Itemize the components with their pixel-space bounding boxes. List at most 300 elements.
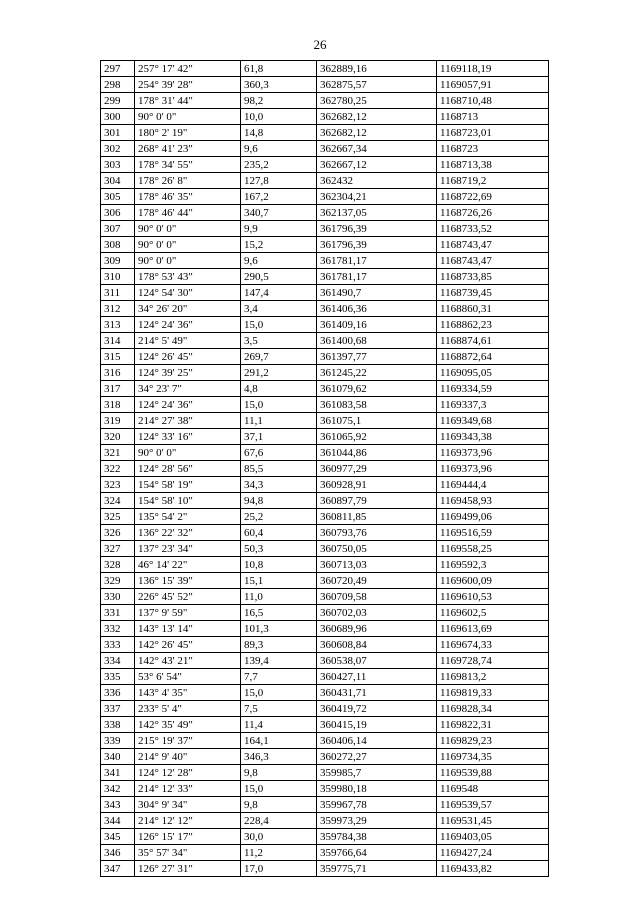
table-row xyxy=(101,669,549,685)
table-row xyxy=(101,429,549,445)
table-row xyxy=(101,493,549,509)
y-coordinate-cell: 1169728,74 xyxy=(437,653,549,669)
length-cell: 67,6 xyxy=(241,445,317,461)
direction-angle-cell: 46° 14' 22" xyxy=(135,557,241,573)
point-number-cell: 307 xyxy=(101,221,135,237)
table-row xyxy=(101,845,549,861)
point-number-cell: 297 xyxy=(101,61,135,77)
direction-angle-cell: 126° 27' 31" xyxy=(135,861,241,877)
length-cell: 235,2 xyxy=(241,157,317,173)
table-row xyxy=(101,93,549,109)
direction-angle-cell: 143° 4' 35" xyxy=(135,685,241,701)
table-row xyxy=(101,717,549,733)
y-coordinate-cell: 1168722,69 xyxy=(437,189,549,205)
direction-angle-cell: 90° 0' 0" xyxy=(135,221,241,237)
direction-angle-cell: 34° 23' 7" xyxy=(135,381,241,397)
x-coordinate-cell: 360720,49 xyxy=(317,573,437,589)
direction-angle-cell: 178° 26' 8" xyxy=(135,173,241,189)
point-number-cell: 339 xyxy=(101,733,135,749)
y-coordinate-cell: 1169057,91 xyxy=(437,77,549,93)
x-coordinate-cell: 362667,12 xyxy=(317,157,437,173)
point-number-cell: 346 xyxy=(101,845,135,861)
table-row xyxy=(101,605,549,621)
x-coordinate-cell: 362875,57 xyxy=(317,77,437,93)
direction-angle-cell: 304° 9' 34" xyxy=(135,797,241,813)
point-number-cell: 340 xyxy=(101,749,135,765)
y-coordinate-cell: 1168860,31 xyxy=(437,301,549,317)
direction-angle-cell: 137° 23' 34" xyxy=(135,541,241,557)
y-coordinate-cell: 1169337,3 xyxy=(437,397,549,413)
y-coordinate-cell: 1169828,34 xyxy=(437,701,549,717)
direction-angle-cell: 214° 12' 33" xyxy=(135,781,241,797)
direction-angle-cell: 136° 22' 32" xyxy=(135,525,241,541)
x-coordinate-cell: 361083,58 xyxy=(317,397,437,413)
x-coordinate-cell: 360750,05 xyxy=(317,541,437,557)
length-cell: 30,0 xyxy=(241,829,317,845)
direction-angle-cell: 34° 26' 20" xyxy=(135,301,241,317)
table-row xyxy=(101,637,549,653)
x-coordinate-cell: 361065,92 xyxy=(317,429,437,445)
point-number-cell: 336 xyxy=(101,685,135,701)
y-coordinate-cell: 1169403,05 xyxy=(437,829,549,845)
direction-angle-cell: 35° 57' 34" xyxy=(135,845,241,861)
x-coordinate-cell: 361796,39 xyxy=(317,221,437,237)
direction-angle-cell: 126° 15' 17" xyxy=(135,829,241,845)
table-row xyxy=(101,221,549,237)
length-cell: 3,5 xyxy=(241,333,317,349)
direction-angle-cell: 90° 0' 0" xyxy=(135,445,241,461)
point-number-cell: 313 xyxy=(101,317,135,333)
y-coordinate-cell: 1169458,93 xyxy=(437,493,549,509)
x-coordinate-cell: 361781,17 xyxy=(317,269,437,285)
coordinates-table-body xyxy=(101,61,549,877)
x-coordinate-cell: 359784,38 xyxy=(317,829,437,845)
length-cell: 291,2 xyxy=(241,365,317,381)
point-number-cell: 300 xyxy=(101,109,135,125)
length-cell: 346,3 xyxy=(241,749,317,765)
page-number: 26 xyxy=(313,37,327,52)
y-coordinate-cell: 1168733,85 xyxy=(437,269,549,285)
point-number-cell: 342 xyxy=(101,781,135,797)
direction-angle-cell: 124° 28' 56" xyxy=(135,461,241,477)
table-row xyxy=(101,189,549,205)
direction-angle-cell: 257° 17' 42" xyxy=(135,61,241,77)
table-row xyxy=(101,61,549,77)
y-coordinate-cell: 1169734,35 xyxy=(437,749,549,765)
point-number-cell: 304 xyxy=(101,173,135,189)
point-number-cell: 331 xyxy=(101,605,135,621)
table-row xyxy=(101,701,549,717)
length-cell: 61,8 xyxy=(241,61,317,77)
table-row xyxy=(101,397,549,413)
length-cell: 15,0 xyxy=(241,397,317,413)
y-coordinate-cell: 1169610,53 xyxy=(437,589,549,605)
length-cell: 360,3 xyxy=(241,77,317,93)
table-row xyxy=(101,797,549,813)
table-row xyxy=(101,125,549,141)
length-cell: 85,5 xyxy=(241,461,317,477)
length-cell: 139,4 xyxy=(241,653,317,669)
table-row xyxy=(101,173,549,189)
point-number-cell: 326 xyxy=(101,525,135,541)
point-number-cell: 322 xyxy=(101,461,135,477)
table-row xyxy=(101,813,549,829)
table-row xyxy=(101,861,549,877)
length-cell: 11,0 xyxy=(241,589,317,605)
point-number-cell: 319 xyxy=(101,413,135,429)
direction-angle-cell: 124° 24' 36" xyxy=(135,317,241,333)
x-coordinate-cell: 361075,1 xyxy=(317,413,437,429)
x-coordinate-cell: 359973,29 xyxy=(317,813,437,829)
table-row xyxy=(101,685,549,701)
point-number-cell: 335 xyxy=(101,669,135,685)
point-number-cell: 347 xyxy=(101,861,135,877)
table-row xyxy=(101,445,549,461)
direction-angle-cell: 90° 0' 0" xyxy=(135,253,241,269)
length-cell: 34,3 xyxy=(241,477,317,493)
length-cell: 89,3 xyxy=(241,637,317,653)
y-coordinate-cell: 1169095,05 xyxy=(437,365,549,381)
y-coordinate-cell: 1168726,26 xyxy=(437,205,549,221)
direction-angle-cell: 124° 12' 28" xyxy=(135,765,241,781)
direction-angle-cell: 214° 27' 38" xyxy=(135,413,241,429)
length-cell: 25,2 xyxy=(241,509,317,525)
table-row xyxy=(101,509,549,525)
x-coordinate-cell: 359775,71 xyxy=(317,861,437,877)
table-row xyxy=(101,765,549,781)
x-coordinate-cell: 361781,17 xyxy=(317,253,437,269)
direction-angle-cell: 136° 15' 39" xyxy=(135,573,241,589)
direction-angle-cell: 124° 33' 16" xyxy=(135,429,241,445)
point-number-cell: 337 xyxy=(101,701,135,717)
x-coordinate-cell: 359766,64 xyxy=(317,845,437,861)
point-number-cell: 321 xyxy=(101,445,135,461)
x-coordinate-cell: 359985,7 xyxy=(317,765,437,781)
y-coordinate-cell: 1168723 xyxy=(437,141,549,157)
direction-angle-cell: 143° 13' 14" xyxy=(135,621,241,637)
point-number-cell: 317 xyxy=(101,381,135,397)
direction-angle-cell: 180° 2' 19" xyxy=(135,125,241,141)
x-coordinate-cell: 361397,77 xyxy=(317,349,437,365)
direction-angle-cell: 214° 12' 12" xyxy=(135,813,241,829)
point-number-cell: 306 xyxy=(101,205,135,221)
y-coordinate-cell: 1168872,64 xyxy=(437,349,549,365)
x-coordinate-cell: 361245,22 xyxy=(317,365,437,381)
x-coordinate-cell: 360431,71 xyxy=(317,685,437,701)
x-coordinate-cell: 361079,62 xyxy=(317,381,437,397)
x-coordinate-cell: 360538,07 xyxy=(317,653,437,669)
x-coordinate-cell: 360811,85 xyxy=(317,509,437,525)
length-cell: 14,8 xyxy=(241,125,317,141)
length-cell: 9,8 xyxy=(241,765,317,781)
direction-angle-cell: 214° 9' 40" xyxy=(135,749,241,765)
table-row xyxy=(101,205,549,221)
table-row xyxy=(101,781,549,797)
direction-angle-cell: 215° 19' 37" xyxy=(135,733,241,749)
point-number-cell: 299 xyxy=(101,93,135,109)
table-row xyxy=(101,381,549,397)
length-cell: 11,4 xyxy=(241,717,317,733)
direction-angle-cell: 142° 26' 45" xyxy=(135,637,241,653)
x-coordinate-cell: 362304,21 xyxy=(317,189,437,205)
point-number-cell: 315 xyxy=(101,349,135,365)
direction-angle-cell: 137° 9' 59" xyxy=(135,605,241,621)
y-coordinate-cell: 1169531,45 xyxy=(437,813,549,829)
x-coordinate-cell: 360977,29 xyxy=(317,461,437,477)
length-cell: 290,5 xyxy=(241,269,317,285)
length-cell: 167,2 xyxy=(241,189,317,205)
point-number-cell: 334 xyxy=(101,653,135,669)
x-coordinate-cell: 360427,11 xyxy=(317,669,437,685)
x-coordinate-cell: 362682,12 xyxy=(317,125,437,141)
direction-angle-cell: 53° 6' 54" xyxy=(135,669,241,685)
x-coordinate-cell: 359967,78 xyxy=(317,797,437,813)
table-row xyxy=(101,285,549,301)
length-cell: 164,1 xyxy=(241,733,317,749)
table-row xyxy=(101,525,549,541)
point-number-cell: 328 xyxy=(101,557,135,573)
y-coordinate-cell: 1169613,69 xyxy=(437,621,549,637)
table-row xyxy=(101,621,549,637)
x-coordinate-cell: 359980,18 xyxy=(317,781,437,797)
table-row xyxy=(101,333,549,349)
point-number-cell: 345 xyxy=(101,829,135,845)
y-coordinate-cell: 1169822,31 xyxy=(437,717,549,733)
y-coordinate-cell: 1168719,2 xyxy=(437,173,549,189)
y-coordinate-cell: 1168713 xyxy=(437,109,549,125)
x-coordinate-cell: 362432 xyxy=(317,173,437,189)
y-coordinate-cell: 1169373,96 xyxy=(437,461,549,477)
point-number-cell: 301 xyxy=(101,125,135,141)
length-cell: 98,2 xyxy=(241,93,317,109)
table-row xyxy=(101,269,549,285)
length-cell: 50,3 xyxy=(241,541,317,557)
y-coordinate-cell: 1169427,24 xyxy=(437,845,549,861)
point-number-cell: 318 xyxy=(101,397,135,413)
y-coordinate-cell: 1168743,47 xyxy=(437,253,549,269)
direction-angle-cell: 154° 58' 10" xyxy=(135,493,241,509)
point-number-cell: 312 xyxy=(101,301,135,317)
y-coordinate-cell: 1169539,88 xyxy=(437,765,549,781)
table-row xyxy=(101,301,549,317)
direction-angle-cell: 178° 46' 44" xyxy=(135,205,241,221)
direction-angle-cell: 142° 43' 21" xyxy=(135,653,241,669)
direction-angle-cell: 178° 31' 44" xyxy=(135,93,241,109)
point-number-cell: 329 xyxy=(101,573,135,589)
length-cell: 15,0 xyxy=(241,781,317,797)
table-row xyxy=(101,237,549,253)
table-row xyxy=(101,157,549,173)
y-coordinate-cell: 1169592,3 xyxy=(437,557,549,573)
point-number-cell: 333 xyxy=(101,637,135,653)
x-coordinate-cell: 360713,03 xyxy=(317,557,437,573)
x-coordinate-cell: 360702,03 xyxy=(317,605,437,621)
table-row xyxy=(101,141,549,157)
length-cell: 15,1 xyxy=(241,573,317,589)
x-coordinate-cell: 360608,84 xyxy=(317,637,437,653)
table-row xyxy=(101,573,549,589)
length-cell: 60,4 xyxy=(241,525,317,541)
point-number-cell: 324 xyxy=(101,493,135,509)
direction-angle-cell: 124° 24' 36" xyxy=(135,397,241,413)
point-number-cell: 332 xyxy=(101,621,135,637)
length-cell: 9,8 xyxy=(241,797,317,813)
point-number-cell: 316 xyxy=(101,365,135,381)
y-coordinate-cell: 1169548 xyxy=(437,781,549,797)
length-cell: 7,5 xyxy=(241,701,317,717)
table-row xyxy=(101,749,549,765)
length-cell: 15,0 xyxy=(241,317,317,333)
point-number-cell: 323 xyxy=(101,477,135,493)
length-cell: 9,6 xyxy=(241,253,317,269)
length-cell: 37,1 xyxy=(241,429,317,445)
point-number-cell: 308 xyxy=(101,237,135,253)
x-coordinate-cell: 360689,96 xyxy=(317,621,437,637)
point-number-cell: 320 xyxy=(101,429,135,445)
length-cell: 228,4 xyxy=(241,813,317,829)
x-coordinate-cell: 360928,91 xyxy=(317,477,437,493)
table-row xyxy=(101,109,549,125)
x-coordinate-cell: 361400,68 xyxy=(317,333,437,349)
x-coordinate-cell: 360419,72 xyxy=(317,701,437,717)
direction-angle-cell: 178° 46' 35" xyxy=(135,189,241,205)
point-number-cell: 338 xyxy=(101,717,135,733)
direction-angle-cell: 124° 26' 45" xyxy=(135,349,241,365)
direction-angle-cell: 178° 34' 55" xyxy=(135,157,241,173)
direction-angle-cell: 154° 58' 19" xyxy=(135,477,241,493)
point-number-cell: 314 xyxy=(101,333,135,349)
y-coordinate-cell: 1169819,33 xyxy=(437,685,549,701)
y-coordinate-cell: 1169600,09 xyxy=(437,573,549,589)
y-coordinate-cell: 1169602,5 xyxy=(437,605,549,621)
y-coordinate-cell: 1169499,06 xyxy=(437,509,549,525)
point-number-cell: 309 xyxy=(101,253,135,269)
x-coordinate-cell: 362889,16 xyxy=(317,61,437,77)
point-number-cell: 327 xyxy=(101,541,135,557)
y-coordinate-cell: 1169829,23 xyxy=(437,733,549,749)
y-coordinate-cell: 1168874,61 xyxy=(437,333,549,349)
table-row xyxy=(101,253,549,269)
table-row xyxy=(101,477,549,493)
x-coordinate-cell: 360793,76 xyxy=(317,525,437,541)
direction-angle-cell: 268° 41' 23" xyxy=(135,141,241,157)
table-row xyxy=(101,733,549,749)
point-number-cell: 341 xyxy=(101,765,135,781)
x-coordinate-cell: 361044,86 xyxy=(317,445,437,461)
x-coordinate-cell: 361406,36 xyxy=(317,301,437,317)
x-coordinate-cell: 362780,25 xyxy=(317,93,437,109)
y-coordinate-cell: 1169674,33 xyxy=(437,637,549,653)
y-coordinate-cell: 1168733,52 xyxy=(437,221,549,237)
y-coordinate-cell: 1168713,38 xyxy=(437,157,549,173)
direction-angle-cell: 124° 54' 30" xyxy=(135,285,241,301)
point-number-cell: 343 xyxy=(101,797,135,813)
length-cell: 15,0 xyxy=(241,685,317,701)
y-coordinate-cell: 1169433,82 xyxy=(437,861,549,877)
length-cell: 127,8 xyxy=(241,173,317,189)
x-coordinate-cell: 360897,79 xyxy=(317,493,437,509)
y-coordinate-cell: 1169516,59 xyxy=(437,525,549,541)
length-cell: 101,3 xyxy=(241,621,317,637)
table-row xyxy=(101,541,549,557)
x-coordinate-cell: 360415,19 xyxy=(317,717,437,733)
length-cell: 11,1 xyxy=(241,413,317,429)
length-cell: 10,8 xyxy=(241,557,317,573)
point-number-cell: 302 xyxy=(101,141,135,157)
direction-angle-cell: 124° 39' 25" xyxy=(135,365,241,381)
y-coordinate-cell: 1169349,68 xyxy=(437,413,549,429)
point-number-cell: 310 xyxy=(101,269,135,285)
x-coordinate-cell: 362667,34 xyxy=(317,141,437,157)
y-coordinate-cell: 1169558,25 xyxy=(437,541,549,557)
length-cell: 3,4 xyxy=(241,301,317,317)
table-row xyxy=(101,557,549,573)
y-coordinate-cell: 1169334,59 xyxy=(437,381,549,397)
x-coordinate-cell: 360406,14 xyxy=(317,733,437,749)
y-coordinate-cell: 1169343,38 xyxy=(437,429,549,445)
length-cell: 7,7 xyxy=(241,669,317,685)
y-coordinate-cell: 1169373,96 xyxy=(437,445,549,461)
direction-angle-cell: 178° 53' 43" xyxy=(135,269,241,285)
length-cell: 11,2 xyxy=(241,845,317,861)
x-coordinate-cell: 360272,27 xyxy=(317,749,437,765)
point-number-cell: 330 xyxy=(101,589,135,605)
y-coordinate-cell: 1168743,47 xyxy=(437,237,549,253)
table-row xyxy=(101,829,549,845)
direction-angle-cell: 254° 39' 28" xyxy=(135,77,241,93)
length-cell: 9,9 xyxy=(241,221,317,237)
y-coordinate-cell: 1169813,2 xyxy=(437,669,549,685)
direction-angle-cell: 233° 5' 4" xyxy=(135,701,241,717)
coordinates-table xyxy=(100,60,549,877)
length-cell: 4,8 xyxy=(241,381,317,397)
direction-angle-cell: 142° 35' 49" xyxy=(135,717,241,733)
x-coordinate-cell: 360709,58 xyxy=(317,589,437,605)
table-row xyxy=(101,589,549,605)
y-coordinate-cell: 1169539,57 xyxy=(437,797,549,813)
table-row xyxy=(101,77,549,93)
y-coordinate-cell: 1168723,01 xyxy=(437,125,549,141)
length-cell: 17,0 xyxy=(241,861,317,877)
table-row xyxy=(101,461,549,477)
table-row xyxy=(101,365,549,381)
direction-angle-cell: 226° 45' 52" xyxy=(135,589,241,605)
y-coordinate-cell: 1169444,4 xyxy=(437,477,549,493)
length-cell: 269,7 xyxy=(241,349,317,365)
length-cell: 340,7 xyxy=(241,205,317,221)
length-cell: 147,4 xyxy=(241,285,317,301)
point-number-cell: 344 xyxy=(101,813,135,829)
x-coordinate-cell: 362682,12 xyxy=(317,109,437,125)
direction-angle-cell: 135° 54' 2" xyxy=(135,509,241,525)
table-row xyxy=(101,317,549,333)
length-cell: 10,0 xyxy=(241,109,317,125)
point-number-cell: 298 xyxy=(101,77,135,93)
direction-angle-cell: 90° 0' 0" xyxy=(135,109,241,125)
y-coordinate-cell: 1168739,45 xyxy=(437,285,549,301)
length-cell: 15,2 xyxy=(241,237,317,253)
length-cell: 16,5 xyxy=(241,605,317,621)
direction-angle-cell: 214° 5' 49" xyxy=(135,333,241,349)
x-coordinate-cell: 361796,39 xyxy=(317,237,437,253)
point-number-cell: 305 xyxy=(101,189,135,205)
x-coordinate-cell: 362137,05 xyxy=(317,205,437,221)
y-coordinate-cell: 1168710,48 xyxy=(437,93,549,109)
y-coordinate-cell: 1168862,23 xyxy=(437,317,549,333)
direction-angle-cell: 90° 0' 0" xyxy=(135,237,241,253)
table-row xyxy=(101,653,549,669)
length-cell: 9,6 xyxy=(241,141,317,157)
